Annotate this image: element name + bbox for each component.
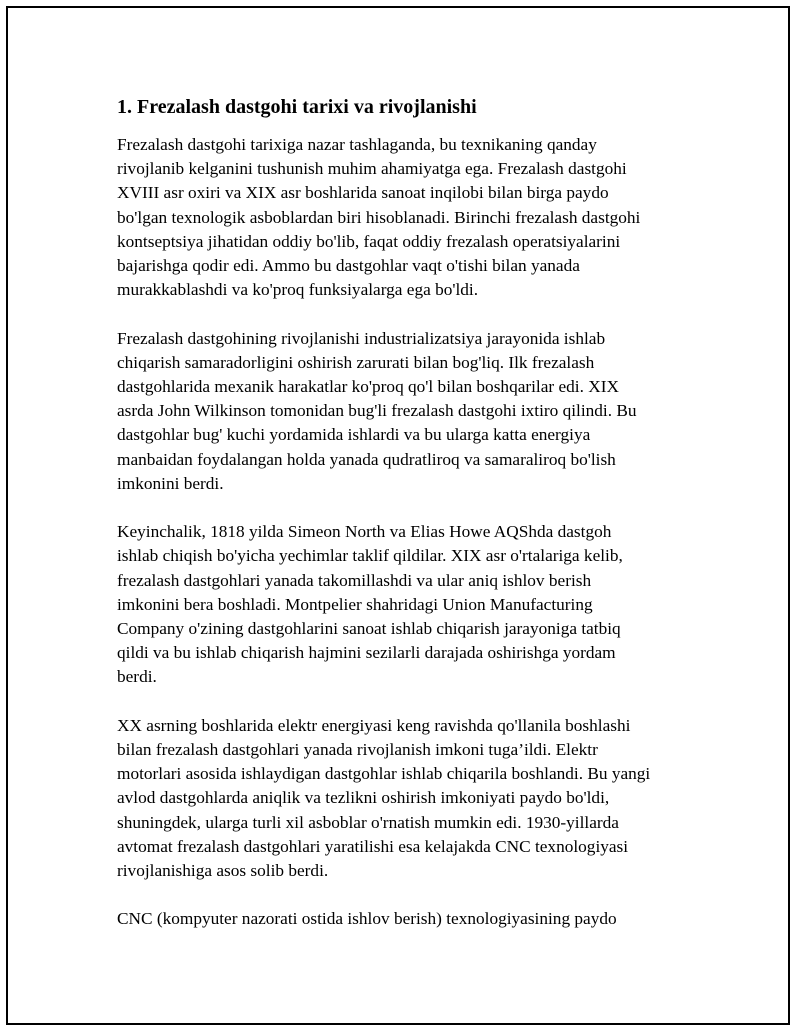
text-line: CNC (kompyuter nazorati ostida ishlov berish) texnologiyasining paydo	[117, 909, 617, 929]
section-heading: 1. Frezalash dastgohi tarixi va rivojlanishi	[117, 96, 477, 118]
text-line: berdi.	[117, 667, 157, 687]
document-body	[117, 93, 692, 956]
text-line: avtomat frezalash dastgohlari yaratilishi esa kelajakda CNC texnologiyasi	[117, 836, 629, 856]
text-line: imkonini berdi.	[117, 473, 224, 493]
text-line: bo'lgan texnologik asboblardan biri hisoblanadi. Birinchi frezalash dastgohi	[117, 207, 641, 227]
text-line: Frezalash dastgohining rivojlanishi industrializatsiya jarayonida ishlab	[117, 328, 606, 348]
text-line: asrda John Wilkinson tomonidan bug'li frezalash dastgohi ixtiro qilindi. Bu	[117, 401, 637, 421]
text-line: dastgohlar bug' kuchi yordamida ishlardi va bu ularga katta energiya	[117, 425, 591, 445]
text-line: imkonini bera boshladi. Montpelier shahridagi Union Manufacturing	[117, 594, 593, 614]
text-line: Frezalash dastgohi tarixiga nazar tashlaganda, bu texnikaning qanday	[117, 135, 597, 154]
paragraph-4	[117, 714, 692, 883]
paragraph-1	[117, 133, 692, 302]
text-line: motorlari asosida ishlaydigan dastgohlar ishlab chiqarila boshlandi. Bu yangi	[117, 764, 651, 784]
text-line: qildi va bu ishlab chiqarish hajmini sezilarli darajada oshirishga yordam	[117, 643, 616, 663]
paragraph-5	[117, 907, 692, 931]
text-line: Keyinchalik, 1818 yilda Simeon North va Elias Howe AQShda dastgoh	[117, 522, 612, 542]
text-line: frezalash dastgohlari yanada takomillashdi va ular aniq ishlov berish	[117, 570, 592, 590]
text-line: Company o'zining dastgohlarini sanoat ishlab chiqarish jarayoniga tatbiq	[117, 619, 621, 639]
text-line: shuningdek, ularga turli xil asboblar o'rnatish mumkin edi. 1930-yillarda	[117, 812, 619, 832]
text-line: rivojlanishiga asos solib berdi.	[117, 861, 329, 881]
paragraph-3	[117, 520, 692, 689]
text-line: dastgohlarida mexanik harakatlar ko'proq qo'l bilan boshqarilar edi. XIX	[117, 377, 619, 397]
paragraph-2	[117, 327, 692, 496]
text-line: manbaidan foydalangan holda yanada qudratliroq va samaraliroq bo'lish	[117, 449, 616, 469]
text-line: bilan frezalash dastgohlari yanada rivojlanish imkoni tuga’ildi. Elektr	[117, 740, 598, 760]
text-line: chiqarish samaradorligini oshirish zarurati bilan bog'liq. Ilk frezalash	[117, 352, 595, 372]
text-line: kontseptsiya jihatidan oddiy bo'lib, faqat oddiy frezalash operatsiyalarini	[117, 231, 621, 251]
text-line: avlod dastgohlarda aniqlik va tezlikni oshirish imkoniyati paydo bo'ldi,	[117, 788, 610, 808]
text-line: murakkablashdi va ko'proq funksiyalarga ega bo'ldi.	[117, 280, 479, 300]
text-line: ishlab chiqish bo'yicha yechimlar taklif qildilar. XIX asr o'rtalariga kelib,	[117, 546, 623, 566]
text-line: bajarishga qodir edi. Ammo bu dastgohlar vaqt o'tishi bilan yanada	[117, 256, 580, 276]
text-line: XVIII asr oxiri va XIX asr boshlarida sanoat inqilobi bilan birga paydo	[117, 183, 609, 203]
text-line: XX asrning boshlarida elektr energiyasi keng ravishda qo'llanila boshlashi	[117, 715, 631, 735]
text-line: rivojlanib kelganini tushunish muhim ahamiyatga ega. Frezalash dastgohi	[117, 159, 627, 179]
